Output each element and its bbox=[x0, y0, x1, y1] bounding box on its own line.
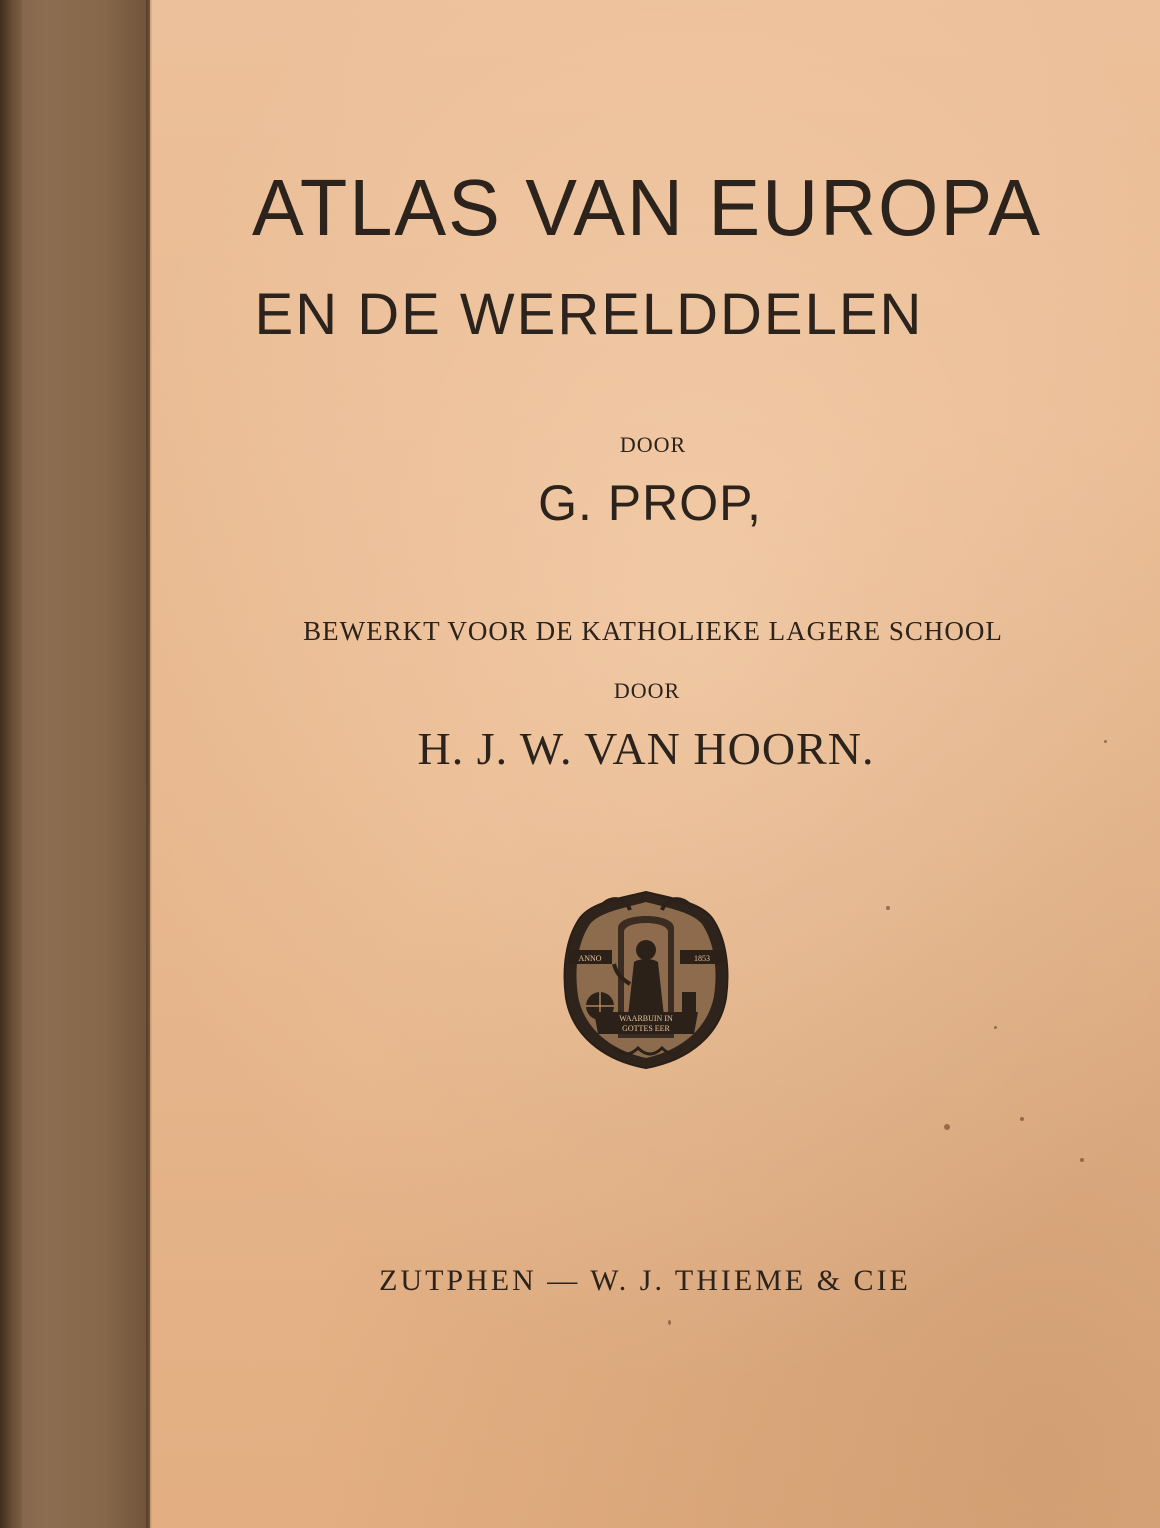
emblem-right-text: 1853 bbox=[694, 954, 710, 963]
paper-speck bbox=[944, 1124, 950, 1130]
title-line-1: ATLAS VAN EUROPA bbox=[251, 163, 1042, 252]
paper-speck bbox=[668, 1320, 671, 1325]
title-line-2: EN DE WERELDDELEN bbox=[254, 282, 924, 347]
emblem-left-text: ANNO bbox=[578, 954, 602, 963]
emblem-ribbon-line-2: GOTTES EER bbox=[622, 1024, 670, 1033]
paper-speck bbox=[994, 1026, 997, 1029]
door-label-1: DOOR bbox=[619, 432, 687, 457]
author-2: H. J. W. VAN HOORN. bbox=[417, 723, 875, 774]
author-1: G. PROP, bbox=[538, 475, 762, 531]
paper-speck bbox=[886, 906, 890, 910]
paper-speck bbox=[1080, 1158, 1084, 1162]
cloth-spine bbox=[0, 0, 150, 1528]
door-label-2: DOOR bbox=[613, 678, 681, 703]
edited-for-line: BEWERKT VOOR DE KATHOLIEKE LAGERE SCHOOL bbox=[303, 616, 1003, 646]
publisher-line: ZUTPHEN — W. J. THIEME & CIE bbox=[379, 1264, 911, 1297]
publisher-emblem-icon bbox=[560, 888, 732, 1072]
paper-speck bbox=[1104, 740, 1107, 743]
emblem-ribbon-line-1: WAARBUIN IN bbox=[619, 1014, 673, 1023]
spine-edge bbox=[0, 0, 22, 1528]
paper-speck bbox=[1020, 1117, 1024, 1121]
